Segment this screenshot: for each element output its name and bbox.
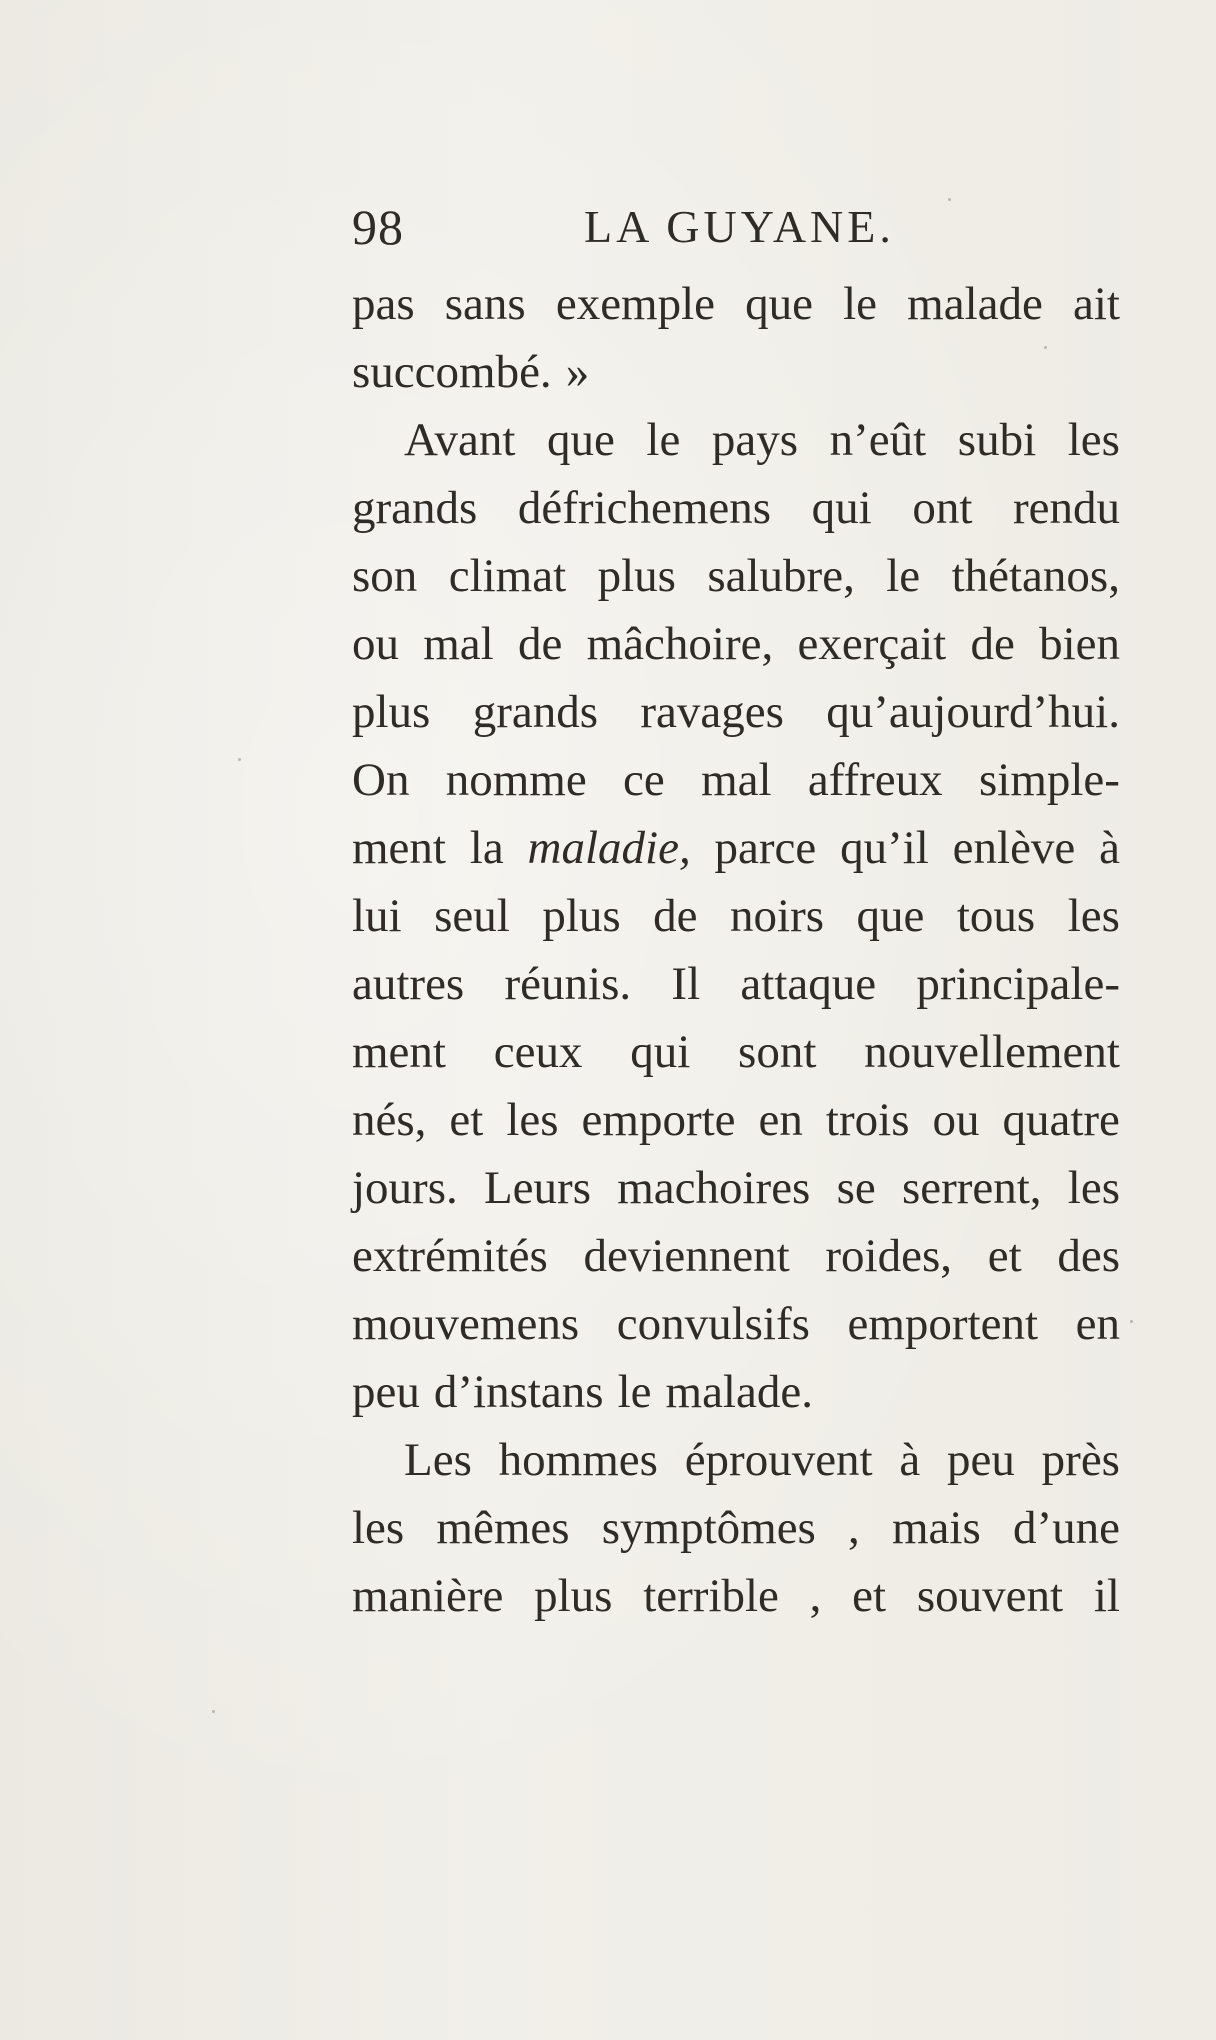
word: Les xyxy=(404,1434,472,1486)
paper-speck xyxy=(948,198,951,201)
word: ce xyxy=(623,754,665,806)
word: défrichemens xyxy=(517,482,772,534)
word: mais xyxy=(891,1502,981,1554)
word: Il xyxy=(671,958,701,1010)
word: de xyxy=(653,890,698,942)
text-line xyxy=(352,270,1120,338)
word: les xyxy=(1067,1162,1120,1214)
text-line xyxy=(352,1086,1120,1154)
word: machoires xyxy=(617,1162,811,1214)
word: près xyxy=(1041,1434,1120,1486)
word: d’une xyxy=(1012,1502,1120,1554)
word: qui xyxy=(811,482,872,534)
word: ravages xyxy=(640,686,784,738)
word: malade. xyxy=(665,1366,813,1418)
word: » xyxy=(565,346,590,398)
paper-speck xyxy=(1044,346,1047,349)
word: enlève xyxy=(952,822,1076,874)
word: mouvemens xyxy=(352,1298,580,1350)
word: Leurs xyxy=(483,1162,591,1214)
word: salubre, xyxy=(707,550,855,602)
word: subi xyxy=(957,414,1037,466)
word: nouvellement xyxy=(864,1026,1120,1078)
word: symptômes xyxy=(601,1502,816,1554)
word: qu’aujourd’hui. xyxy=(826,686,1120,738)
text-line xyxy=(352,1494,1120,1562)
text-line xyxy=(352,542,1120,610)
word: la xyxy=(469,822,504,874)
word: grands xyxy=(472,686,599,738)
word: les xyxy=(1067,414,1120,466)
word: de xyxy=(517,618,563,670)
word: exerçait xyxy=(797,618,947,670)
word: qui xyxy=(630,1026,691,1078)
word: climat xyxy=(448,550,567,602)
word: sans xyxy=(444,278,526,330)
word: mêmes xyxy=(436,1502,570,1554)
word: ont xyxy=(912,482,973,534)
word: ceux xyxy=(493,1026,583,1078)
paper-speck xyxy=(238,758,241,761)
word: souvent xyxy=(916,1570,1064,1622)
word: les xyxy=(352,1502,405,1554)
word: plus xyxy=(542,890,621,942)
text-line xyxy=(352,746,1120,814)
word: simple- xyxy=(978,754,1120,806)
word: autres xyxy=(352,958,465,1010)
text-line xyxy=(352,610,1120,678)
word: mal xyxy=(423,618,494,670)
word: principale- xyxy=(916,958,1120,1010)
text-line xyxy=(352,1358,1120,1426)
word: nomme xyxy=(445,754,587,806)
text-line xyxy=(352,814,1120,882)
word: extrémités xyxy=(352,1230,548,1282)
page-number: 98 xyxy=(352,199,404,255)
word: les xyxy=(1067,890,1120,942)
word: plus xyxy=(534,1570,613,1622)
word: bien xyxy=(1039,618,1120,670)
word: plus xyxy=(597,550,676,602)
word: que xyxy=(546,414,615,466)
word: en xyxy=(1075,1298,1120,1350)
word: le xyxy=(886,550,921,602)
word: mal xyxy=(701,754,772,806)
word: pas xyxy=(352,278,415,330)
word: succombé. xyxy=(352,346,552,398)
text-line xyxy=(352,1222,1120,1290)
word: hommes xyxy=(498,1434,658,1486)
page-header xyxy=(352,192,912,262)
word: malade xyxy=(907,278,1043,330)
text-line xyxy=(352,882,1120,950)
word: ait xyxy=(1072,278,1120,330)
word: peu xyxy=(947,1434,1015,1486)
paper-speck xyxy=(212,1710,215,1713)
word: ment xyxy=(352,822,446,874)
word: serrent, xyxy=(901,1162,1042,1214)
text-line xyxy=(352,406,1120,474)
word: jours. xyxy=(352,1162,458,1214)
word: en xyxy=(758,1094,803,1146)
word: quatre xyxy=(1002,1094,1120,1146)
word: attaque xyxy=(740,958,877,1010)
word: sont xyxy=(738,1026,817,1078)
word: convulsifs xyxy=(616,1298,810,1350)
word: exemple xyxy=(555,278,716,330)
word: le xyxy=(646,414,681,466)
word: tous xyxy=(956,890,1036,942)
word: et xyxy=(852,1570,887,1622)
word: ou xyxy=(352,618,399,670)
body-text xyxy=(352,270,1120,1630)
word: le xyxy=(617,1366,652,1418)
word: roides, xyxy=(825,1230,952,1282)
word: rendu xyxy=(1012,482,1120,534)
word: seul xyxy=(434,890,510,942)
word: que xyxy=(745,278,814,330)
word: se xyxy=(836,1162,876,1214)
word: thétanos, xyxy=(951,550,1120,602)
word: Avant xyxy=(404,414,516,466)
word: à xyxy=(899,1434,921,1486)
word: les xyxy=(506,1094,559,1146)
text-line xyxy=(352,950,1120,1018)
word: peu xyxy=(352,1366,420,1418)
word: affreux xyxy=(807,754,943,806)
word: éprouvent xyxy=(684,1434,873,1486)
running-title: LA GUYANE. xyxy=(584,201,895,252)
paper-speck xyxy=(1130,1320,1133,1323)
word: pays xyxy=(711,414,799,466)
text-line xyxy=(352,1290,1120,1358)
word: , xyxy=(848,1502,860,1554)
word: nés, xyxy=(352,1094,427,1146)
word: que xyxy=(856,890,925,942)
text-line xyxy=(352,678,1120,746)
word: de xyxy=(970,618,1015,670)
word: lui xyxy=(352,890,402,942)
word: noirs xyxy=(730,890,825,942)
word: n’eût xyxy=(829,414,927,466)
text-line xyxy=(352,1426,1120,1494)
text-line xyxy=(352,474,1120,542)
word: emportent xyxy=(847,1298,1039,1350)
italic-word: maladie, xyxy=(527,822,691,874)
word: il xyxy=(1093,1570,1120,1622)
word: manière xyxy=(352,1570,504,1622)
word: réunis. xyxy=(504,958,632,1010)
word: On xyxy=(352,754,410,806)
word: ment xyxy=(352,1026,446,1078)
word: , xyxy=(809,1570,822,1622)
word: grands xyxy=(352,482,478,534)
word: et xyxy=(987,1230,1022,1282)
word: à xyxy=(1099,822,1120,874)
text-line xyxy=(352,1154,1120,1222)
word: le xyxy=(843,278,878,330)
word: emporte xyxy=(581,1094,736,1146)
word: terrible xyxy=(643,1570,779,1622)
word: qu’il xyxy=(840,822,929,874)
word: plus xyxy=(352,686,431,738)
word: ou xyxy=(932,1094,980,1146)
word: et xyxy=(449,1094,484,1146)
word: parce xyxy=(714,822,817,874)
word: mâchoire, xyxy=(586,618,774,670)
word: d’instans xyxy=(433,1366,604,1418)
word: des xyxy=(1057,1230,1120,1282)
word: son xyxy=(352,550,418,602)
text-line xyxy=(352,338,1120,406)
text-line xyxy=(352,1018,1120,1086)
word: deviennent xyxy=(583,1230,790,1282)
word: trois xyxy=(825,1094,910,1146)
text-line xyxy=(352,1562,1120,1630)
